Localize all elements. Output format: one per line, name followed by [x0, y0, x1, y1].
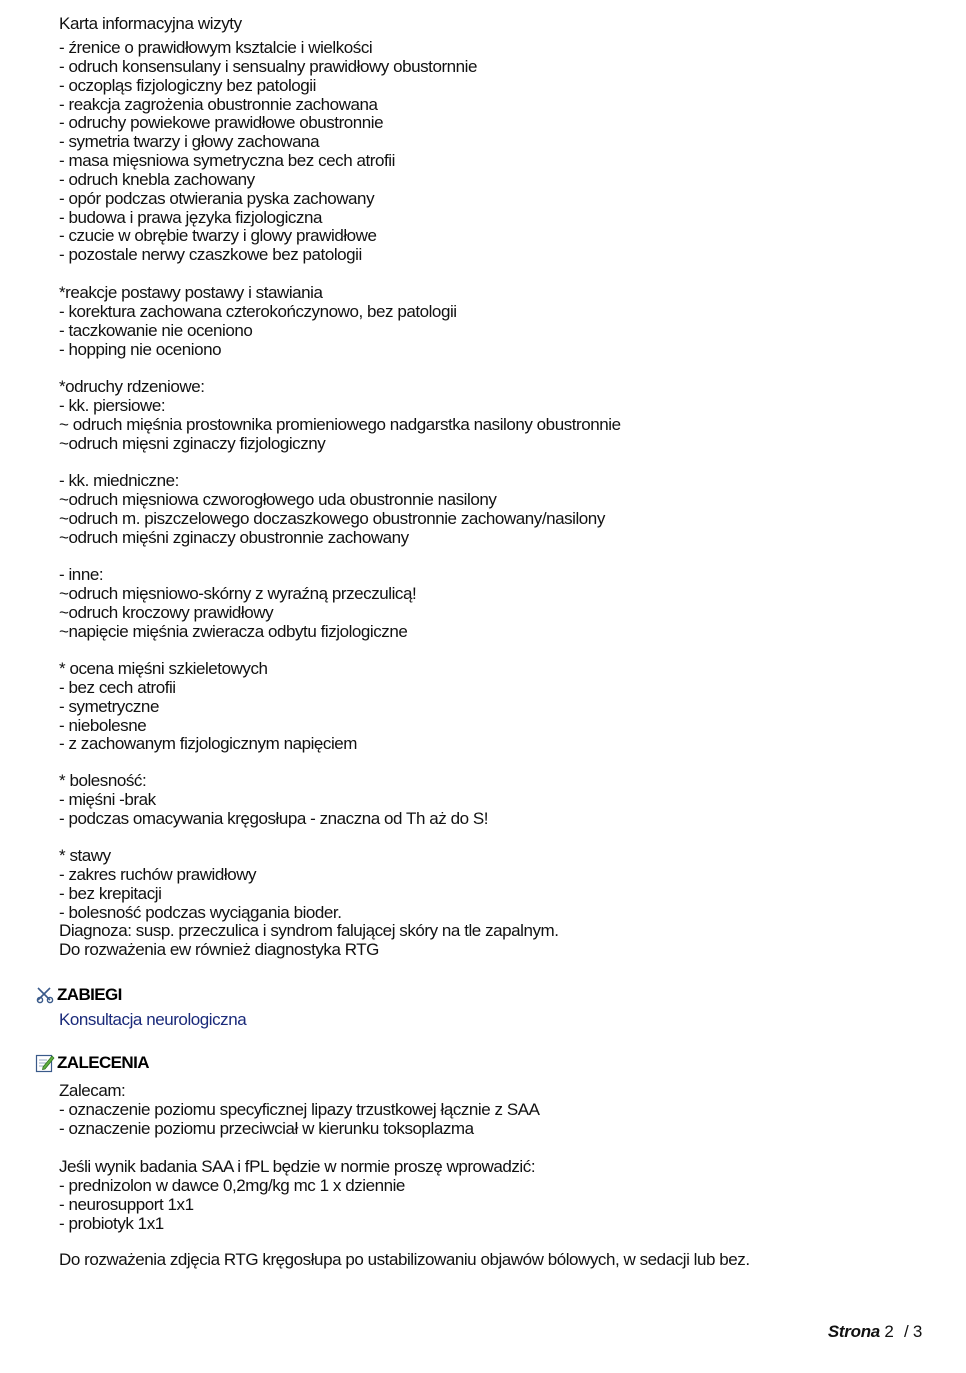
- text-line: ~napięcie mięśnia zwieracza odbytu fizjologiczne: [59, 621, 408, 641]
- text-line: ~odruch kroczowy prawidłowy: [59, 602, 274, 622]
- text-line: *odruchy rdzeniowe:: [59, 377, 205, 396]
- text-line: - odruch konsensulany i sensualny prawidłowy obustornnie: [59, 56, 477, 76]
- text-line: - kk. miedniczne:: [59, 471, 179, 490]
- text-line: ~ odruch mięśnia prostownika promieniowego nadgarstka nasilony obustronnie: [59, 414, 621, 434]
- text-line: - probiotyk 1x1: [59, 1213, 164, 1233]
- text-line: - opór podczas otwierania pyska zachowany: [59, 188, 375, 208]
- text-line: - budowa i prawa języka fizjologiczna: [59, 207, 323, 227]
- text-line: - bez cech atrofii: [59, 677, 176, 697]
- text-line: - symetria twarzy i głowy zachowana: [59, 132, 320, 152]
- page-title: Karta informacyjna wizyty: [59, 14, 242, 33]
- text-line: - oczopląs fizjologiczny bez patologii: [59, 75, 316, 95]
- text-line: ~odruch m. piszczelowego doczaszkowego obustronnie zachowany/nasilony: [59, 508, 605, 528]
- pain-block: [59, 772, 488, 829]
- current-page: 2: [884, 1322, 894, 1341]
- text-line: *reakcje postawy postawy i stawiania: [59, 283, 323, 302]
- text-line: - taczkowanie nie oceniono: [59, 320, 253, 340]
- text-line: - podczas omacywania kręgosłupa - znaczna od Th aż do S!: [59, 808, 489, 828]
- text-line: - kk. piersiowe:: [59, 395, 166, 415]
- text-line: - inne:: [59, 565, 104, 584]
- text-line: - pozostale nerwy czaszkowe bez patologii: [59, 245, 362, 265]
- text-line: - bez krepitacji: [59, 883, 162, 903]
- text-line: * stawy: [59, 846, 111, 865]
- text-line: ~odruch mięśni zginaczy obustronnie zachowany: [59, 527, 409, 547]
- text-line: * bolesność:: [59, 771, 147, 790]
- text-line: - hopping nie oceniono: [59, 339, 222, 359]
- text-line: - mięśni -brak: [59, 789, 156, 809]
- text-line: - oznaczenie poziomu przeciwciał w kierunku toksoplazma: [59, 1118, 474, 1138]
- text-line: - neurosupport 1x1: [59, 1194, 194, 1214]
- zalecenia-heading: [35, 1053, 149, 1073]
- text-line: - odruchy powiekowe prawidłowe obustronnie: [59, 113, 384, 133]
- text-line: - niebolesne: [59, 715, 147, 735]
- text-line: - masa mięsniowa symetryczna bez cech atrofii: [59, 151, 395, 171]
- zabiegi-heading: [35, 985, 122, 1005]
- postural-reactions-block: [59, 284, 457, 359]
- spinal-reflexes-pelvic-block: [59, 472, 605, 547]
- cranial-nerves-block: [59, 39, 477, 265]
- total-pages: 3: [912, 1322, 922, 1341]
- section-title: ZALECENIA: [57, 1053, 149, 1072]
- section-title: ZABIEGI: [57, 985, 122, 1004]
- text-line: Do rozważenia zdjęcia RTG kręgosłupa po ustabilizowaniu objawów bólowych, w sedacji lub bez.: [59, 1250, 750, 1269]
- text-line: * ocena mięśni szkieletowych: [59, 659, 268, 678]
- page-number: [828, 1322, 922, 1342]
- text-line: - reakcja zagrożenia obustronnie zachowana: [59, 94, 378, 114]
- text-line: - odruch knebla zachowany: [59, 169, 255, 189]
- zalecenia-treatment-block: [59, 1158, 535, 1233]
- text-line: ~odruch mięsniowa czworogłowego uda obustronnie nasilony: [59, 489, 497, 509]
- other-reflexes-block: [59, 566, 416, 641]
- text-line: ~odruch mięsni zginaczy fizjologiczny: [59, 433, 326, 453]
- text-line: - z zachowanym fizjologicznym napięciem: [59, 734, 358, 754]
- scissors-icon: [35, 985, 55, 1005]
- text-line: ~odruch mięsniowo-skórny z wyraźną przeczulicą!: [59, 583, 417, 603]
- spinal-reflexes-thoracic-block: [59, 378, 621, 453]
- zabiegi-item: Konsultacja neurologiczna: [59, 1010, 247, 1029]
- zalecenia-rtg-block: [59, 1251, 750, 1270]
- zalecenia-tests-block: [59, 1082, 540, 1139]
- text-line: - źrenice o prawidłowym ksztalcie i wielkości: [59, 38, 373, 57]
- text-line: - symetryczne: [59, 696, 159, 716]
- text-line: Do rozważenia ew również diagnostyka RTG: [59, 940, 379, 960]
- joints-diagnosis-block: [59, 847, 559, 960]
- text-line: - zakres ruchów prawidłowy: [59, 864, 257, 884]
- text-line: - czucie w obrębie twarzy i glowy prawidłowe: [59, 226, 377, 246]
- notepad-pencil-icon: [35, 1053, 55, 1073]
- text-line: - bolesność podczas wyciągania bioder.: [59, 902, 342, 922]
- text-line: - prednizolon w dawce 0,2mg/kg mc 1 x dziennie: [59, 1175, 405, 1195]
- diagnosis-line: Diagnoza: susp. przeczulica i syndrom falującej skóry na tle zapalnym.: [59, 921, 559, 941]
- text-line: - oznaczenie poziomu specyficznej lipazy trzustkowej łącznie z SAA: [59, 1099, 540, 1119]
- text-line: Jeśli wynik badania SAA i fPL będzie w normie proszę wprowadzić:: [59, 1157, 536, 1176]
- text-line: Zalecam:: [59, 1081, 126, 1100]
- page-label: Strona: [827, 1322, 880, 1341]
- skeletal-muscles-block: [59, 660, 357, 754]
- page-separator: /: [903, 1322, 909, 1341]
- text-line: - korektura zachowana czterokończynowo, bez patologii: [59, 301, 457, 321]
